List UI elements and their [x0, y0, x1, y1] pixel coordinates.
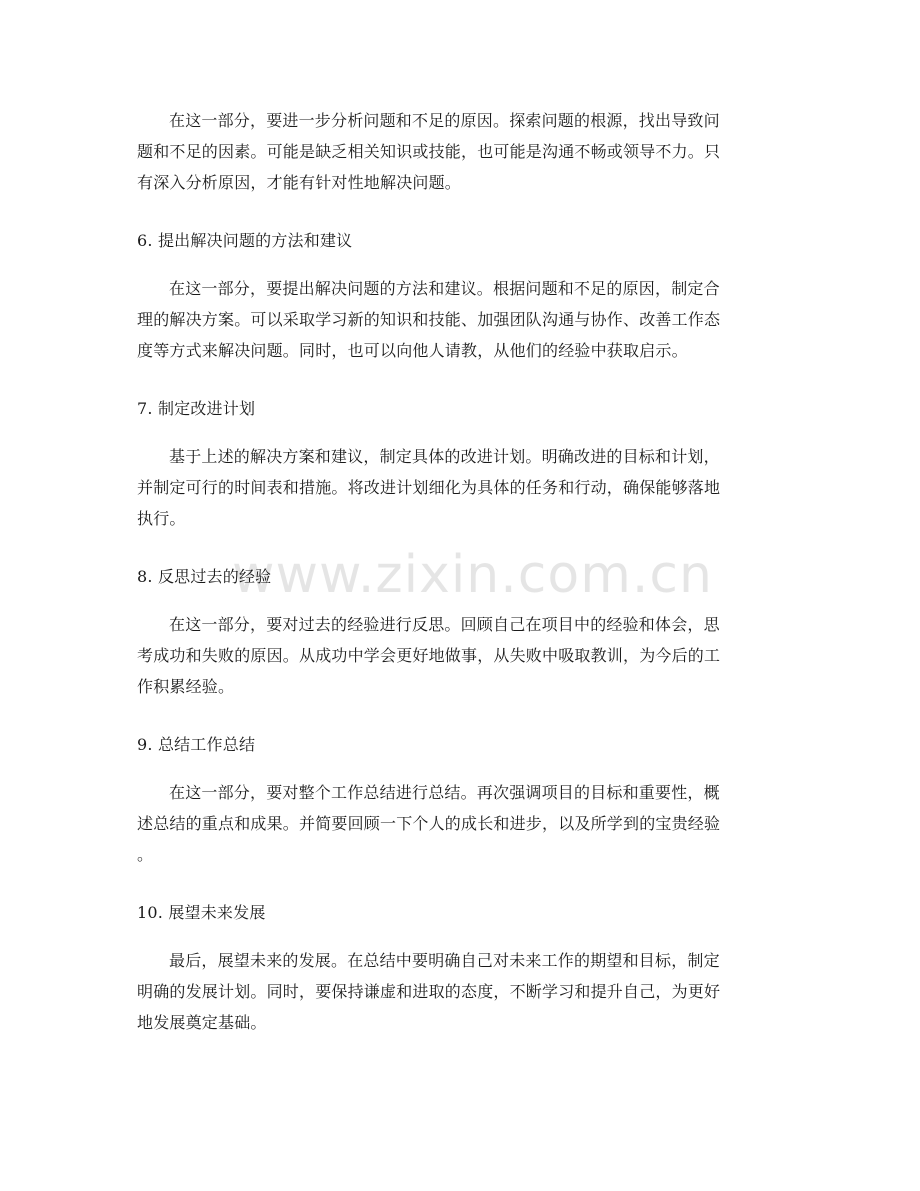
paragraph-line: 并制定可行的时间表和措施。将改进计划细化为具体的任务和行动，确保能够落地	[137, 478, 721, 497]
section-heading: 8. 反思过去的经验	[137, 567, 272, 586]
paragraph-line: 执行。	[137, 509, 186, 528]
paragraph-line: 在这一部分，要提出解决问题的方法和建议。根据问题和不足的原因，制定合	[169, 279, 720, 298]
paragraph-line: 有深入分析原因，才能有针对性地解决问题。	[137, 173, 462, 192]
paragraph-line: 。	[137, 845, 154, 864]
section-7-body	[137, 441, 793, 534]
paragraph	[137, 273, 793, 366]
paragraph-line: 理的解决方案。可以采取学习新的知识和技能、加强团队沟通与协作、改善工作态	[137, 310, 721, 329]
section-heading: 9. 总结工作总结	[137, 735, 256, 754]
section-10-body	[137, 945, 793, 1038]
paragraph-line: 最后，展望未来的发展。在总结中要明确自己对未来工作的期望和目标，制定	[169, 951, 720, 970]
paragraph-line: 基于上述的解决方案和建议，制定具体的改进计划。明确改进的目标和计划，	[169, 447, 720, 466]
paragraph-line: 述总结的重点和成果。并简要回顾一下个人的成长和进步，以及所学到的宝贵经验	[137, 814, 721, 833]
paragraph-line: 在这一部分，要进一步分析问题和不足的原因。探索问题的根源，找出导致问	[169, 111, 720, 130]
paragraph-line: 题和不足的因素。可能是缺乏相关知识或技能，也可能是沟通不畅或领导不力。只	[137, 142, 721, 161]
paragraph-line: 考成功和失败的原因。从成功中学会更好地做事，从失败中吸取教训，为今后的工	[137, 646, 721, 665]
paragraph	[137, 105, 793, 198]
watermark: www.zixin.com.cn	[232, 545, 713, 605]
paragraph	[137, 609, 793, 702]
section-8	[137, 561, 793, 592]
section-9	[137, 729, 793, 760]
section-6	[137, 225, 793, 256]
paragraph	[137, 777, 793, 870]
paragraph	[137, 945, 793, 1038]
section-6-body	[137, 273, 793, 366]
paragraph-line: 作积累经验。	[137, 677, 235, 696]
section-causes	[137, 105, 793, 198]
paragraph-line: 明确的发展计划。同时，要保持谦虚和进取的态度，不断学习和提升自己，为更好	[137, 982, 721, 1001]
paragraph-line: 在这一部分，要对过去的经验进行反思。回顾自己在项目中的经验和体会，思	[169, 615, 720, 634]
section-heading: 10. 展望未来发展	[137, 903, 266, 922]
section-7	[137, 393, 793, 424]
paragraph-line: 在这一部分，要对整个工作总结进行总结。再次强调项目的目标和重要性，概	[169, 783, 720, 802]
paragraph-line: 度等方式来解决问题。同时，也可以向他人请教，从他们的经验中获取启示。	[137, 341, 688, 360]
section-heading: 7. 制定改进计划	[137, 399, 256, 418]
paragraph-line: 地发展奠定基础。	[137, 1013, 267, 1032]
section-8-body	[137, 609, 793, 702]
paragraph	[137, 441, 793, 534]
section-heading: 6. 提出解决问题的方法和建议	[137, 231, 353, 250]
section-9-body	[137, 777, 793, 870]
section-10	[137, 897, 793, 928]
